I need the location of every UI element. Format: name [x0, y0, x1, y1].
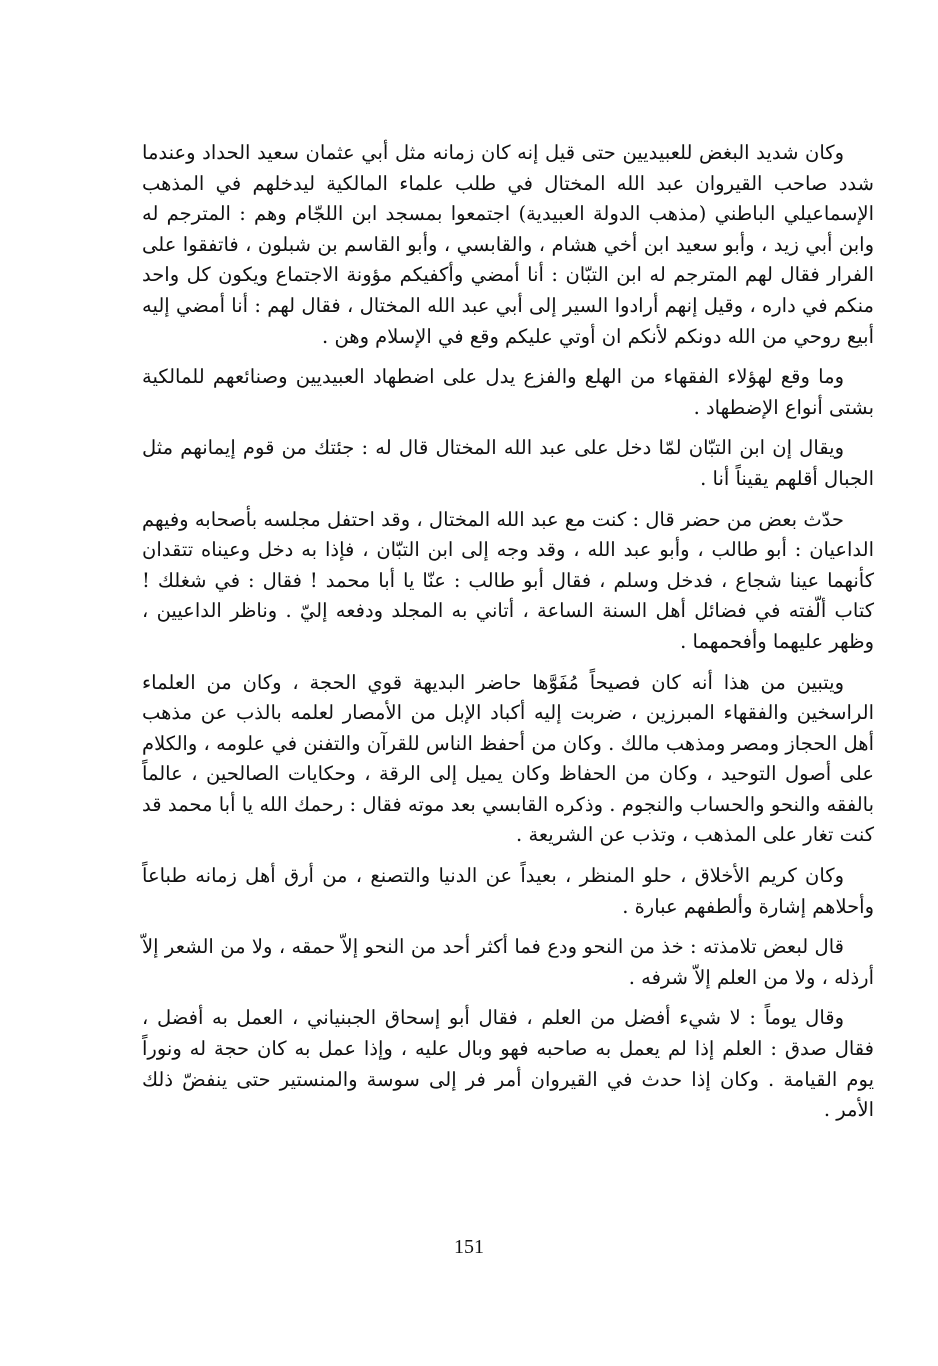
page-number: 151: [454, 1236, 484, 1258]
body-text: [142, 138, 874, 1136]
paragraph: وكان كريم الأخلاق ، حلو المنظر ، بعيداً عن الدنيا والتصنع ، من أرق أهل زمانه طباعاً وأحلاهم إشارة وألطفهم عبارة .: [142, 864, 874, 918]
paragraph: وكان شديد البغض للعبيديين حتى قيل إنه كان زمانه مثل أبي عثمان سعيد الحداد وعندما شدد صاحب القيروان عبد الله المختال في طلب علماء المالكية ليدخلهم في المذهب الإسماعيلي الباطني (مذهب الدولة العبيدية) اجتمعوا بمسجد ابن اللجّام وهم : المترجم له وابن أبي زيد ، وأبو سعيد ابن أخي هشام ، والقابسي ، وأبو القاسم بن شبلون ، فاتفقوا على الفرار فقال لهم المترجم له ابن التبّان : أنا أمضي وأكفيكم مؤونة الاجتماع ويكون كل واحد منكم في داره ، وقيل إنهم أرادوا السير إلى أبي عبد الله المختال ، فقال لهم : أنا أمضي إليه أبيع روحي من الله دونكم لأنكم ان أوتي عليكم وقع في الإسلام وهن .: [142, 141, 874, 348]
paragraph: ويتبين من هذا أنه كان فصيحاً مُفَوَّها حاضر البديهة قوي الحجة ، وكان من العلماء الراسخين والفقهاء المبرزين ، ضربت إليه أكباد الإبل من الأمصار لعلمه بالذب عن مذهب أهل الحجاز ومصر ومذهب مالك . وكان من أحفظ الناس للقرآن والتفنن في علومه ، والكلام على أصول التوحيد ، وكان من الحفاظ وكان يميل إلى الرقة ، وحكايات الصالحين ، عالماً بالفقه والنحو والحساب والنجوم . وذكره القابسي بعد موته فقال : رحمك الله يا أبا محمد قد كنت تغار على المذهب ، وتذب عن الشريعة .: [142, 670, 875, 847]
paragraph: وقال يوماً : لا شيء أفضل من العلم ، فقال أبو إسحاق الجبنياني ، العمل به أفضل ، فقال صدق : العلم إذا لم يعمل به صاحبه فهو وبال عليه ، وإذا عمل به كان حجة له ونوراً يوم القيامة . وكان إذا حدث في القيروان أمر فر إلى سوسة والمنستير حتى ينفضّ ذلك الأمر .: [142, 1006, 874, 1122]
paragraph: ويقال إن ابن التبّان لمّا دخل على عبد الله المختال قال له : جئتك من قوم إيمانهم مثل الجبال أقلهم يقيناً أنا .: [142, 436, 874, 490]
paragraph: قال لبعض تلامذته : خذ من النحو ودع فما أكثر أحد من النحو إلاّ حمقه ، ولا من الشعر إلاّ أرذله ، ولا من العلم إلاّ شرفه .: [142, 935, 874, 989]
paragraph: وما وقع لهؤلاء الفقهاء من الهلع والفزع يدل على اضطهاد العبيديين وصنائعهم للمالكية بشتى أنواع الإضطهاد .: [142, 365, 874, 419]
paragraph: حدّث بعض من حضر قال : كنت مع عبد الله المختال ، وقد احتفل مجلسه بأصحابه وفيهم الداعيان : أبو طالب ، وأبو عبد الله ، وقد وجه إلى ابن التبّان ، فإذا به دخل وعيناه تتقدان كأنهما عينا شجاع ، فدخل وسلم ، فقال أبو طالب : عنّا يا أبا محمد ! فقال : في شغلك ! كتاب ألّفته في فضائل أهل السنة الساعة ، أتاني به المجلد ودفعه إليّ . وناظر الداعيين ، وظهر عليهما وأفحمهما .: [142, 507, 874, 653]
